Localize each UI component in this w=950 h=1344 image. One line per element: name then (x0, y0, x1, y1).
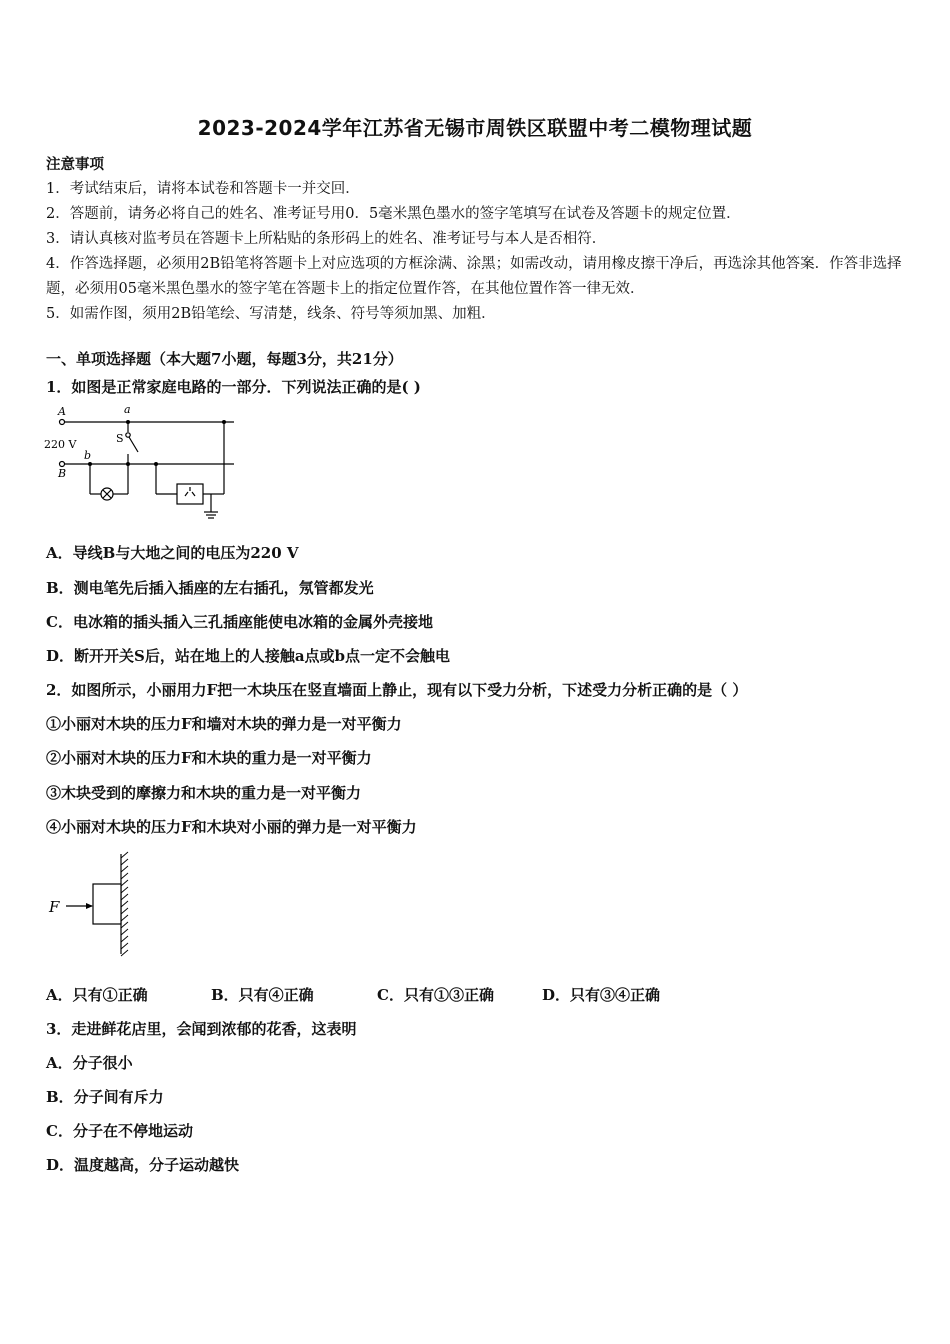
note-item: 4．作答选择题，必须用2B铅笔将答题卡上对应选项的方框涂满、涂黑；如需改动，请用橡皮擦干净后，再选涂其他答案．作答非选择题，必须用05毫米黑色墨水的签字笔在答题卡上的指定位置作答，在其他位置作答一律无效． (46, 256, 902, 297)
label-a: a (124, 403, 131, 416)
q1-stem: 1．如图是正常家庭电路的一部分．下列说法正确的是( ) (46, 378, 421, 396)
q2-option-d[interactable]: D．只有③④正确 (542, 986, 661, 1004)
q1-option-a[interactable]: A．导线B与大地之间的电压为220 V (46, 544, 299, 562)
q2-statement: ①小丽对木块的压力F和墙对木块的弹力是一对平衡力 (46, 715, 402, 733)
q1-option-b[interactable]: B．测电笔先后插入插座的左右插孔，氖管都发光 (46, 579, 374, 597)
q2-option-a[interactable]: A．只有①正确 (46, 986, 148, 1004)
label-b: b (84, 449, 92, 462)
q1-option-d[interactable]: D．断开开关S后，站在地上的人接触a点或b点一定不会触电 (46, 647, 451, 665)
note-item: 5．如需作图，须用2B铅笔绘、写清楚，线条、符号等须加黑、加粗． (46, 306, 496, 322)
q2-stem: 2．如图所示，小丽用力F把一木块压在竖直墙面上静止，现有以下受力分析，下述受力分析正确的是（ ） (46, 681, 748, 699)
label-voltage: 220 V (44, 438, 77, 451)
q1-circuit-diagram (44, 402, 244, 522)
q3-option-d[interactable]: D．温度越高，分子运动越快 (46, 1156, 240, 1174)
notes-header: 注意事项 (46, 156, 104, 173)
q1-option-c[interactable]: C．电冰箱的插头插入三孔插座能使电冰箱的金属外壳接地 (46, 613, 433, 631)
label-S: S (116, 432, 124, 445)
q3-option-a[interactable]: A．分子很小 (46, 1054, 133, 1072)
q2-statement: ④小丽对木块的压力F和木块对小丽的弹力是一对平衡力 (46, 818, 417, 836)
q2-force-diagram (44, 850, 144, 960)
label-B: B (58, 467, 67, 480)
notes-block (46, 152, 906, 327)
note-item: 1．考试结束后，请将本试卷和答题卡一并交回． (46, 181, 360, 197)
note-item: 3．请认真核对监考员在答题卡上所粘贴的条形码上的姓名、准考证号与本人是否相符． (46, 231, 607, 247)
q2-option-c[interactable]: C．只有①③正确 (377, 986, 494, 1004)
q3-stem: 3．走进鲜花店里，会闻到浓郁的花香，这表明 (46, 1020, 357, 1038)
label-force: F (49, 898, 60, 916)
page-title: 2023-2024学年江苏省无锡市周铁区联盟中考二模物理试题 (197, 116, 753, 140)
q2-option-b[interactable]: B．只有④正确 (211, 986, 314, 1004)
q3-option-c[interactable]: C．分子在不停地运动 (46, 1122, 193, 1140)
note-item: 2．答题前，请务必将自己的姓名、准考证号用0．5毫米黑色墨水的签字笔填写在试卷及答题卡的规定位置． (46, 206, 741, 222)
q2-statement: ③木块受到的摩擦力和木块的重力是一对平衡力 (46, 784, 362, 802)
q2-statement: ②小丽对木块的压力F和木块的重力是一对平衡力 (46, 749, 372, 767)
section-heading: 一、单项选择题（本大题7小题，每题3分，共21分） (46, 350, 403, 368)
label-A: A (58, 405, 66, 418)
q3-option-b[interactable]: B．分子间有斥力 (46, 1088, 164, 1106)
